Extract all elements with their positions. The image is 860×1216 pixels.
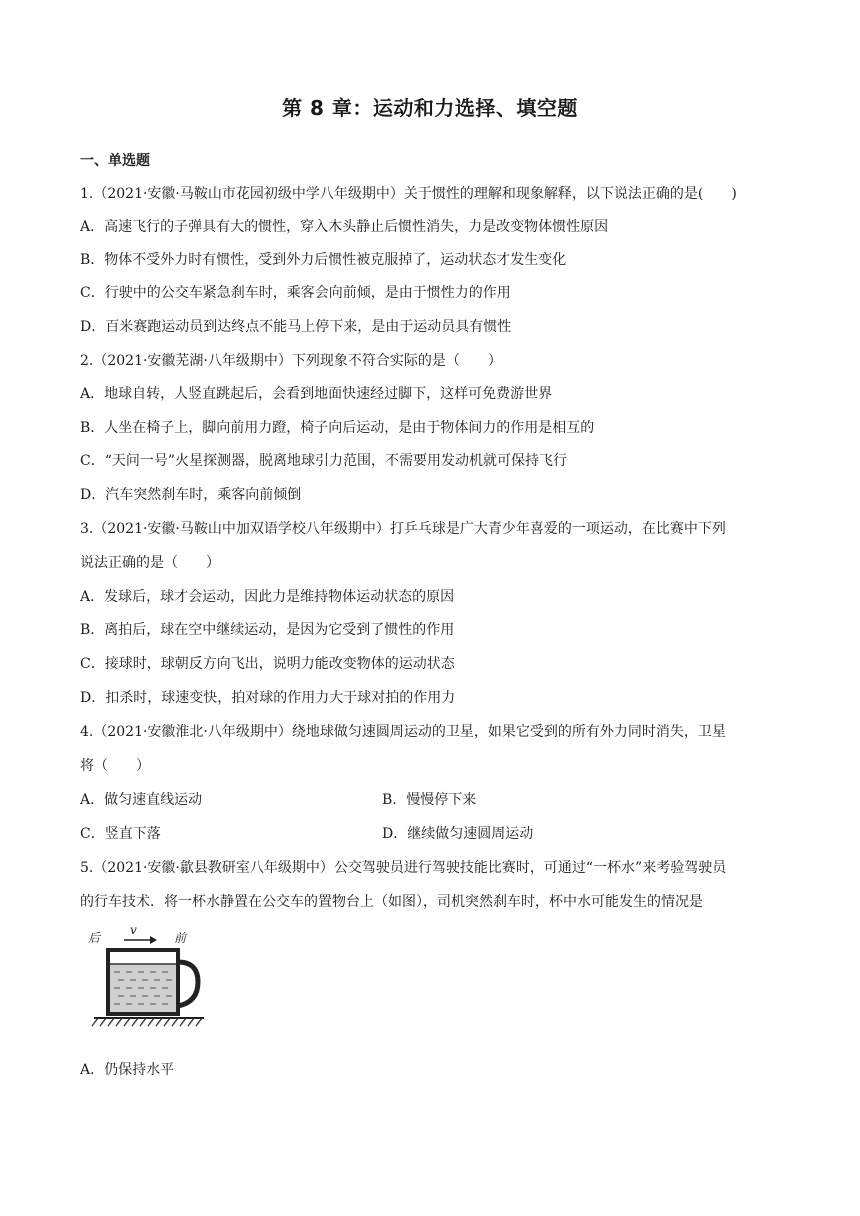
velocity-arrow-icon [124, 936, 157, 944]
question-2-option-a: A．地球自转，人竖直跳起后，会看到地面快速经过脚下，这样可免费游世界 [80, 386, 553, 402]
question-3-option-d: D．扣杀时，球速变快，拍对球的作用力大于球对拍的作用力 [80, 690, 456, 706]
question-4-option-c: C．竖直下落 [80, 826, 161, 842]
question-4-option-b: B．慢慢停下来 [382, 792, 477, 808]
question-5-option-a: A．仍保持水平 [80, 1062, 175, 1078]
cup-icon [108, 950, 198, 1014]
cup-of-water-diagram-icon [86, 922, 208, 1034]
question-2-option-d: D．汽车突然刹车时，乘客向前倾倒 [80, 487, 302, 503]
question-4-option-d: D．继续做匀速圆周运动 [382, 826, 534, 842]
question-2-option-c: C．“天问一号”火星探测器，脱离地球引力范围，不需要用发动机就可保持飞行 [80, 453, 568, 469]
question-4-stem-line-1: 4.（2021·安徽淮北·八年级期中）绕地球做匀速圆周运动的卫星，如果它受到的所有外力同时消失，卫星 [80, 724, 726, 740]
figure-label-velocity: v [130, 923, 137, 937]
question-3-stem-line-1: 3.（2021·安徽·马鞍山中加双语学校八年级期中）打乒乓球是广大青少年喜爱的一项运动，在比赛中下列 [80, 521, 726, 537]
page-title: 第 8 章：运动和力选择、填空题 [282, 96, 578, 120]
question-1-option-b: B．物体不受外力时有惯性，受到外力后惯性被克服掉了，运动状态才发生变化 [80, 252, 567, 268]
question-5-stem-line-1: 5.（2021·安徽·歙县教研室八年级期中）公交驾驶员进行驾驶技能比赛时，可通过“一杯水”来考验驾驶员 [80, 860, 727, 876]
ground-surface-icon [92, 1018, 204, 1026]
question-2-stem: 2.（2021·安徽芜湖·八年级期中）下列现象不符合实际的是（ ） [80, 353, 502, 369]
question-1-option-a: A．高速飞行的子弹具有大的惯性，穿入木头静止后惯性消失，力是改变物体惯性原因 [80, 219, 609, 235]
question-3-stem-line-2: 说法正确的是（ ） [80, 555, 220, 571]
section-heading: 一、单选题 [80, 153, 150, 169]
question-3-option-b: B．离拍后，球在空中继续运动，是因为它受到了惯性的作用 [80, 622, 455, 638]
question-2-option-b: B．人坐在椅子上，脚向前用力蹬，椅子向后运动，是由于物体间力的作用是相互的 [80, 420, 595, 436]
question-4-stem-line-2: 将（ ） [80, 758, 150, 774]
question-1-option-d: D．百米赛跑运动员到达终点不能马上停下来，是由于运动员具有惯性 [80, 319, 512, 335]
question-1-stem: 1.（2021·安徽·马鞍山市花园初级中学八年级期中）关于惯性的理解和现象解释，以下说法正确的是( ) [80, 186, 737, 202]
question-3-option-a: A．发球后，球才会运动，因此力是维持物体运动状态的原因 [80, 589, 455, 605]
question-4-option-a: A．做匀速直线运动 [80, 792, 203, 808]
figure-label-front: 前 [174, 931, 187, 945]
question-1-option-c: C．行驶中的公交车紧急刹车时，乘客会向前倾，是由于惯性力的作用 [80, 285, 511, 301]
figure-label-back: 后 [88, 931, 101, 945]
question-5-stem-line-2: 的行车技术．将一杯水静置在公交车的置物台上（如图），司机突然刹车时，杯中水可能发生的情况是 [80, 894, 703, 910]
question-3-option-c: C．接球时，球朝反方向飞出，说明力能改变物体的运动状态 [80, 656, 455, 672]
cup-of-water-figure [86, 922, 208, 1034]
